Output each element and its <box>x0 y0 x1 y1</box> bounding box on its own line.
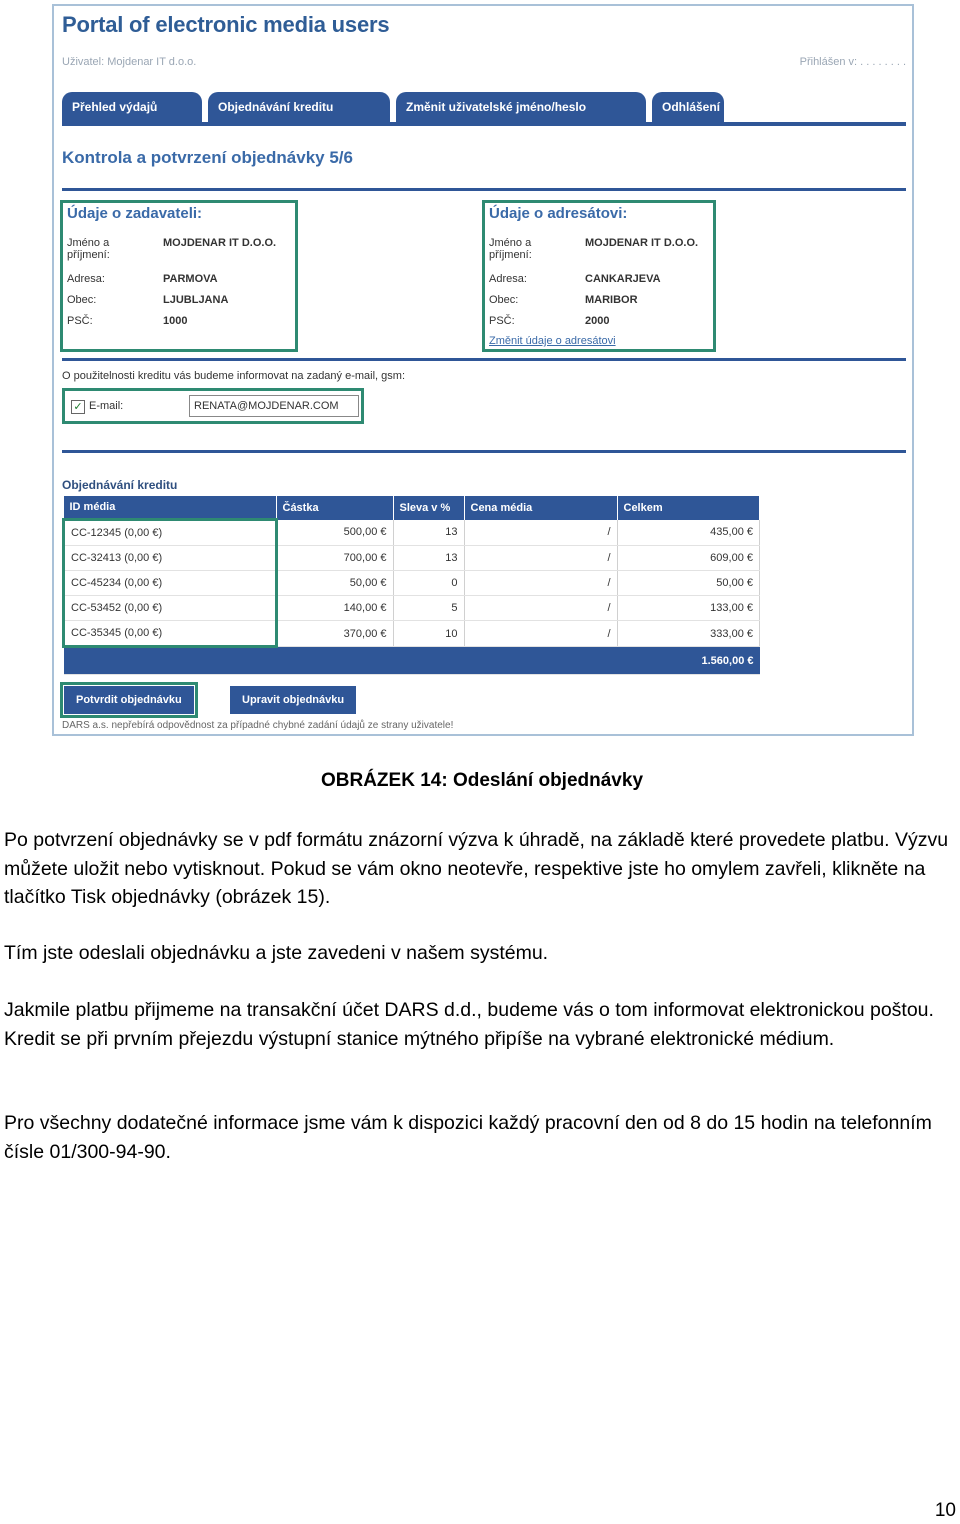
paragraph: Tím jste odeslali objednávku a jste zavedeni v našem systému. <box>4 942 549 964</box>
media-price: / <box>464 596 617 621</box>
media-price: / <box>464 621 617 647</box>
section-divider <box>62 358 906 361</box>
row-total: 333,00 € <box>617 621 760 647</box>
recipient-box <box>482 200 716 352</box>
col-discount: Sleva v % <box>393 496 464 520</box>
step-title: Kontrola a potvrzení objednávky 5/6 <box>62 148 353 167</box>
row-total: 609,00 € <box>617 546 760 571</box>
order-title: Objednávání kreditu <box>62 478 178 492</box>
amount: 500,00 € <box>276 520 393 546</box>
tab-order-credit[interactable]: Objednávání kreditu <box>208 92 390 122</box>
section-divider <box>62 188 906 191</box>
tab-expense-overview[interactable]: Přehled výdajů <box>62 92 202 122</box>
col-amount: Částka <box>276 496 393 520</box>
orderer-name-label: Jméno a příjmení: <box>67 237 110 261</box>
recipient-box-title: Údaje o adresátovi: <box>489 205 628 222</box>
logged-in-line: Přihlášen v: . . . . . . . . <box>799 56 906 68</box>
grand-total: 1.560,00 € <box>617 647 760 675</box>
recipient-city: MARIBOR <box>585 294 638 306</box>
notify-text: O použitelnosti kreditu vás budeme informovat na zadaný e-mail, gsm: <box>62 370 405 382</box>
media-id: CC-35345 (0,00 €) <box>64 621 277 647</box>
email-box <box>62 388 364 424</box>
section-divider <box>62 450 906 453</box>
recipient-name: MOJDENAR IT D.O.O. <box>585 237 699 249</box>
row-total: 133,00 € <box>617 596 760 621</box>
col-media-id: ID média <box>64 496 277 520</box>
media-price: / <box>464 571 617 596</box>
table-header-row <box>64 496 760 520</box>
discount: 10 <box>393 621 464 647</box>
email-checkbox[interactable]: ✓ <box>71 400 85 414</box>
media-id: CC-12345 (0,00 €) <box>64 520 277 546</box>
media-price: / <box>464 520 617 546</box>
recipient-address: CANKARJEVA <box>585 273 661 285</box>
tab-change-credentials[interactable]: Změnit uživatelské jméno/heslo <box>396 92 646 122</box>
portal-screenshot <box>52 4 914 736</box>
amount: 140,00 € <box>276 596 393 621</box>
orderer-address: PARMOVA <box>163 273 218 285</box>
email-label: E-mail: <box>89 400 124 412</box>
orderer-city-label: Obec: <box>67 294 97 306</box>
amount: 370,00 € <box>276 621 393 647</box>
confirm-order-button[interactable]: Potvrdit objednávku <box>64 686 194 714</box>
email-input[interactable]: RENATA@MOJDENAR.COM <box>189 395 359 417</box>
row-total: 50,00 € <box>617 571 760 596</box>
orderer-city: LJUBLJANA <box>163 294 229 306</box>
total-row <box>64 647 760 675</box>
discount: 13 <box>393 546 464 571</box>
media-id: CC-45234 (0,00 €) <box>64 571 277 596</box>
user-line: Uživatel: Mojdenar IT d.o.o. <box>62 56 197 68</box>
recipient-zip-label: PSČ: <box>489 315 515 327</box>
portal-title: Portal of electronic media users <box>62 12 390 37</box>
media-id: CC-53452 (0,00 €) <box>64 596 277 621</box>
recipient-address-label: Adresa: <box>489 273 527 285</box>
orderer-zip-label: PSČ: <box>67 315 93 327</box>
media-id: CC-32413 (0,00 €) <box>64 546 277 571</box>
orderer-box <box>60 200 298 352</box>
change-recipient-link[interactable]: Změnit údaje o adresátovi <box>489 335 616 347</box>
orderer-box-title: Údaje o zadavateli: <box>67 205 203 222</box>
col-media-price: Cena média <box>464 496 617 520</box>
row-total: 435,00 € <box>617 520 760 546</box>
paragraph: Jakmile platbu přijmeme na transakční účet DARS d.d., budeme vás o tom informovat elektronickou poštou. Kredit se při prvním přejezdu výstupní stanice mýtného připíše na vybrané elektronické médium. <box>4 999 934 1050</box>
paragraph: Po potvrzení objednávky se v pdf formátu znázorní výzva k úhradě, na základě které provedete platbu. Výzvu můžete uložit nebo vytisknout. Pokud se vám okno neotevře, respektive jste ho omylem zavřeli, klikněte na tlačítko Tisk objednávky (obrázek 15). <box>4 829 949 908</box>
table-row <box>64 520 760 546</box>
discount: 5 <box>393 596 464 621</box>
orderer-name: MOJDENAR IT D.O.O. <box>163 237 277 249</box>
orderer-zip: 1000 <box>163 315 188 327</box>
figure-caption: OBRÁZEK 14: Odeslání objednávky <box>320 770 644 791</box>
table-row <box>64 621 760 647</box>
tab-logout[interactable]: Odhlášení <box>652 92 724 122</box>
discount: 13 <box>393 520 464 546</box>
edit-order-button[interactable]: Upravit objednávku <box>230 686 356 714</box>
table-row <box>64 571 760 596</box>
recipient-city-label: Obec: <box>489 294 519 306</box>
col-total: Celkem <box>617 496 760 520</box>
amount: 700,00 € <box>276 546 393 571</box>
paragraph: Pro všechny dodatečné informace jsme vám k dispozici každý pracovní den od 8 do 15 hodin na telefonním čísle 01/300-94-90. <box>4 1112 932 1163</box>
orderer-address-label: Adresa: <box>67 273 105 285</box>
media-price: / <box>464 546 617 571</box>
recipient-zip: 2000 <box>585 315 610 327</box>
table-row <box>64 546 760 571</box>
disclaimer: DARS a.s. nepřebírá odpovědnost za případné chybné zadání údajů ze strany uživatele! <box>62 720 454 731</box>
amount: 50,00 € <box>276 571 393 596</box>
discount: 0 <box>393 571 464 596</box>
recipient-name-label: Jméno a příjmení: <box>489 237 532 261</box>
order-table <box>62 496 760 675</box>
tab-divider <box>62 122 906 126</box>
page-number: 10 <box>934 1500 956 1521</box>
table-row <box>64 596 760 621</box>
